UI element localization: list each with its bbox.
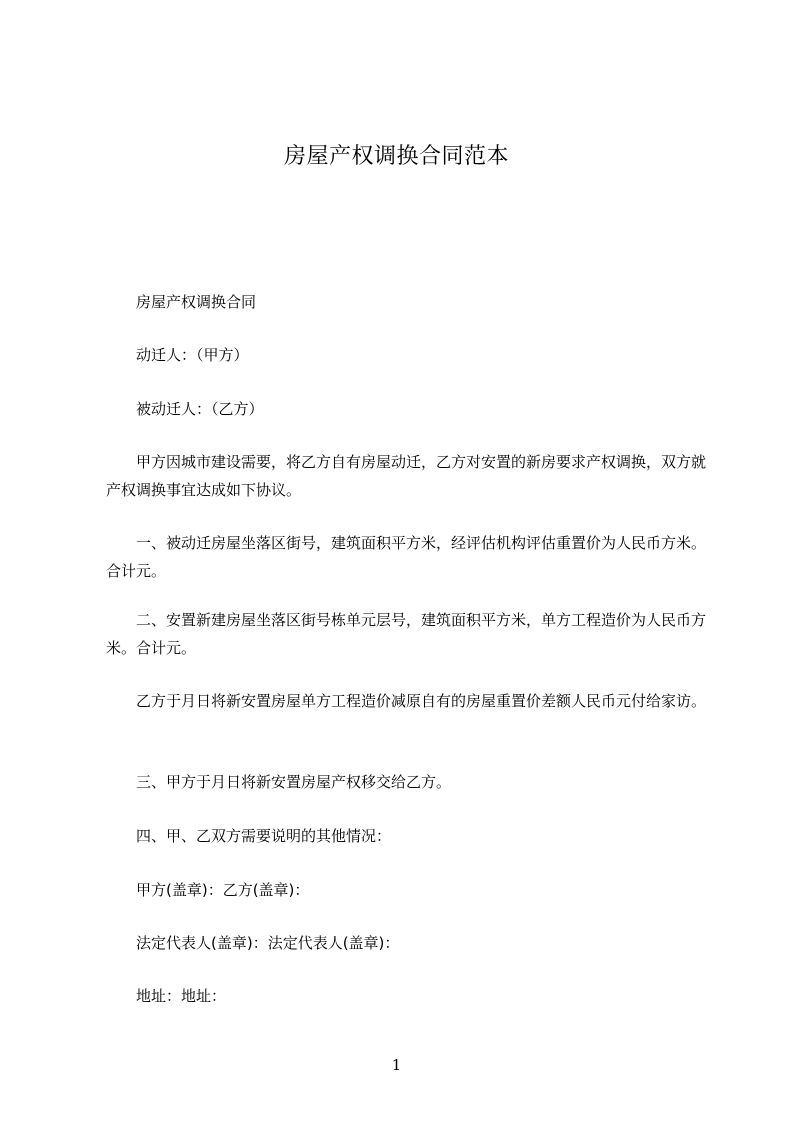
paragraph-clause-2: 二、安置新建房屋坐落区街号栋单元层号，建筑面积平方米，单方工程造价为人民币方米。合计元。 [106, 611, 707, 657]
paragraph-payment: 乙方于月日将新安置房屋单方工程造价减原自有的房屋重置价差额人民币元付给家访。 [136, 692, 707, 710]
paragraph-relocatee: 被动迁人：（乙方） [136, 400, 264, 418]
paragraph-seals: 甲方(盖章)：乙方(盖章)： [136, 881, 310, 899]
paragraph-clause-1: 一、被动迁房屋坐落区街号，建筑面积平方米，经评估机构评估重置价为人民币方米。合计元。 [106, 534, 707, 580]
paragraph-clause-4: 四、甲、乙双方需要说明的其他情况： [136, 827, 392, 845]
paragraph-preamble: 甲方因城市建设需要，将乙方自有房屋动迁，乙方对安置的新房要求产权调换，双方就产权调换事宜达成如下协议。 [106, 453, 707, 499]
document-title: 房屋产权调换合同范本 [283, 144, 509, 169]
paragraph-relocator: 动迁人：（甲方） [136, 346, 249, 364]
paragraph-addresses: 地址：地址： [136, 987, 227, 1005]
paragraph-contract-heading: 房屋产权调换合同 [136, 293, 257, 311]
page-number: 1 [391, 1056, 402, 1074]
paragraph-legal-representatives: 法定代表人(盖章)：法定代表人(盖章)： [136, 934, 400, 952]
paragraph-clause-3: 三、甲方于月日将新安置房屋产权移交给乙方。 [136, 773, 452, 791]
